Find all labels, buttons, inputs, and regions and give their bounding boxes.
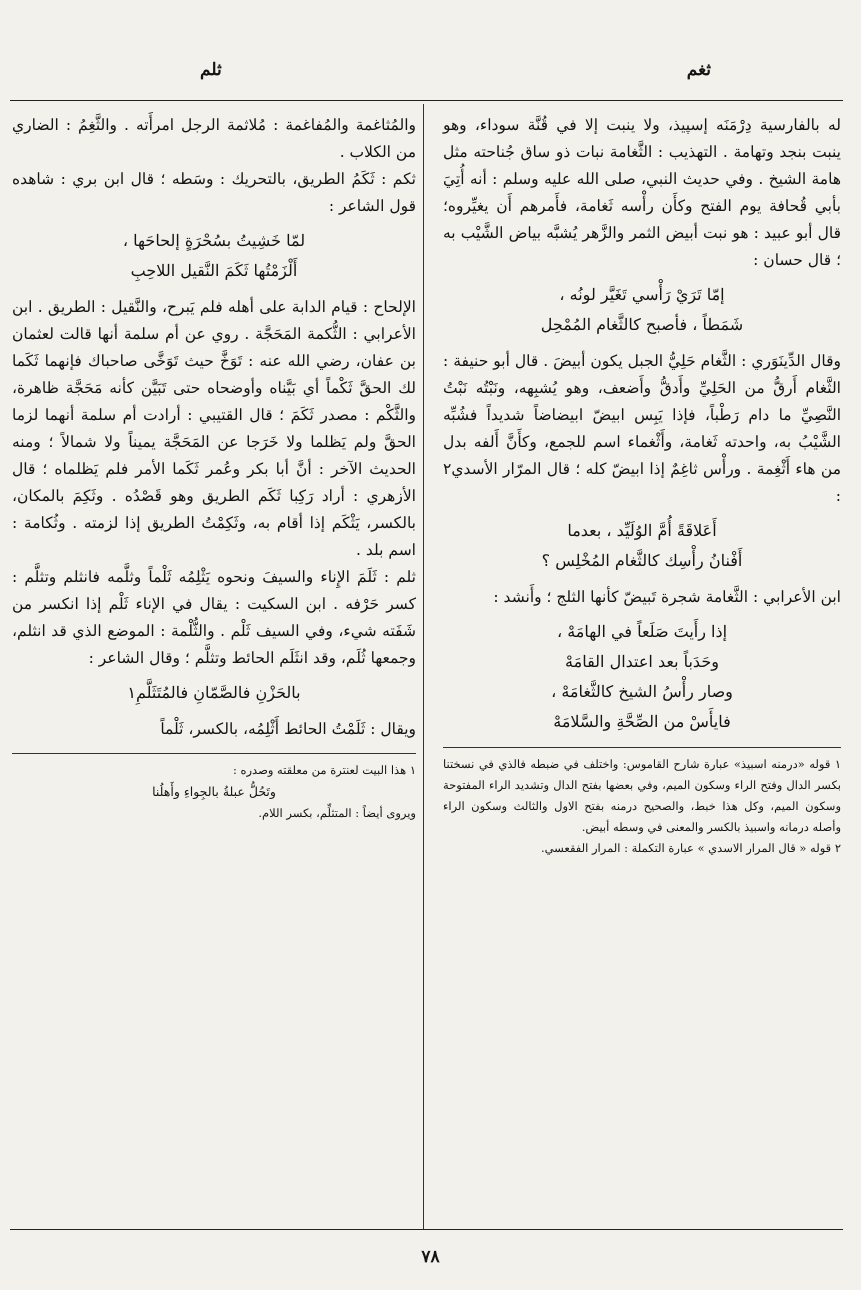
verse-line: إمّا تَرَيْ رَأْسي تَغَيَّر لونُه ، bbox=[559, 285, 725, 304]
verse-line: شَمَطاً ، فأصبح كالثَّغام المُمْحِل bbox=[540, 315, 744, 334]
verse-block bbox=[12, 226, 416, 286]
verse-line: أَلْزَمْتُها ثَكَمَ النَّقيل اللاحِبِ bbox=[130, 261, 298, 280]
left-column bbox=[12, 112, 416, 824]
footnote-rule bbox=[12, 753, 416, 754]
verse-line: وحَدَباً بعد اعتدال القامَهْ bbox=[565, 652, 719, 671]
footnote: ويروى أيضاً : المتثلِّم، بكسر اللام. bbox=[258, 806, 416, 820]
footnote-rule bbox=[443, 747, 841, 748]
entry-paragraph: ثلم : ثَلَمَ الإِناء والسيفَ ونحوه يَثْلِمُه ثَلْماً وثلَّمه فانثلم وتثلَّم : كسر حَرْفه . ابن السكيت : يقال في الإناء ثَلْم إذا انكسر من شَفَته شيء، وفي السيف ثَلْم . والثُّلْمة : الموضع الذي قد انثلم، وجمعها ثُلَم، وقد انثَلَم الحائط وتثلَّم ؛ وقال الشاعر : bbox=[12, 568, 416, 667]
entry-paragraph: له بالفارسية دِرْمَنَه إسپيذ، ولا ينبت إلا في قُنَّة سوداء، وهو ينبت بنجد وتهامة . التهذيب : الثَّغامة نبات ذو ساق جُناحته مثل هامة الشيخ . وفي حديث النبي، صلى الله عليه وسلم : أنه أُتِيَ بأبي قُحافة يوم الفتح وكأَن رأْسه ثَغامة، فأَمرهم أَن يغيِّروه؛ قال أبو عبيد : هو نبت أبيض الثمر والزَّهر يُشبَّه بياض الشَّيْب به ؛ قال حسان : bbox=[443, 116, 841, 269]
footnote: ١ هذا البيت لعنترة من معلقته وصدره : bbox=[232, 763, 416, 777]
right-column bbox=[443, 112, 841, 859]
verse-line: وصار رأْسُ الشيخ كالثَّغامَهْ ، bbox=[551, 682, 733, 701]
verse-line: لمّا خَشِيتُ بسُحْرَةٍ إلحاحَها ، bbox=[122, 231, 306, 250]
running-head-left: ثلم bbox=[200, 60, 222, 80]
verse-block bbox=[443, 516, 841, 576]
entry-paragraph: وقال الدِّينَوَري : الثَّغام حَلِيُّ الجبل يكون أبيضَ . قال أبو حنيفة : الثَّغام أَرقُّ من الحَلِيِّ وأَدقُّ وأَضعف، وهو يُشبِهه، ونَبْتُه نَبْتُ النَّصِيِّ ما دام رَطْباً، فإذا يَبِس ابيضّ ابيضاضاً شديداً فشُبِّه الشَّيْبُ به، واحدته ثَغامة، وأَثْغماء اسم للجمع، وكأَنَّ أَلفه بدل من هاء أَثْغِمة . ورأْس ثاغِمٌ إذا ابيضّ كله ؛ قال المرّار الأسدي٢ : bbox=[443, 352, 841, 505]
column-divider bbox=[423, 104, 424, 1229]
entry-paragraph: والمُثاغمة والمُفاغمة : مُلاثمة الرجل امرأَته . والثَّغِمُ : الضاري من الكلاب . bbox=[12, 116, 416, 161]
verse-line: فايأَسْ من الصِّحَّةِ والسَّلامَهْ bbox=[553, 712, 731, 731]
verse-block bbox=[12, 678, 416, 708]
running-head-right: ثغم bbox=[686, 60, 711, 80]
verse-line: أَفْنانُ رأْسِك كالثَّغام المُخْلِس ؟ bbox=[541, 551, 743, 570]
entry-paragraph: ابن الأعرابي : الثَّغامة شجرة تَبيضّ كأنها الثلج ؛ وأَنشد : bbox=[493, 588, 841, 606]
verse-line: أَعَلاقَةً أُمَّ الوُلَيِّد ، بعدما bbox=[567, 521, 717, 540]
verse-block bbox=[443, 280, 841, 340]
footnote: ٢ قوله « قال المرار الاسدي » عبارة التكملة : المرار الفقعسي. bbox=[540, 841, 841, 855]
verse-block bbox=[443, 617, 841, 737]
footnote-verse: وتَحُلُّ عبلةُ بالجِواءِ وأَهلُنا bbox=[152, 784, 276, 799]
bottom-rule bbox=[10, 1229, 843, 1230]
entry-paragraph: ثكم : ثَكَمُ الطريق، بالتحريك : وسَطه ؛ قال ابن بري : شاهده قول الشاعر : bbox=[12, 170, 416, 215]
page-number: ٧٨ bbox=[421, 1247, 440, 1267]
entry-paragraph: الإلحاح : قيام الدابة على أهله فلم يَبرح، والنَّقيل : الطريق . ابن الأعرابي : الثُّكمة المَحَجَّة . روي عن أم سلمة أنها قالت لعثمان بن عفان، رضي الله عنه : تَوَخَّ حيث تَوَخَّى صاحباك فإنهما ثَكَما لك الحقَّ ثَكْماً أي بَيَّناه وأوضحاه حتى تَبَيَّن كأنه مَحَجَّة ظاهرة، والثَّكْم : مصدر ثَكَمَ ؛ قال القتيبي : أرادت أم سلمة أنهما لزما الحقَّ ولم يَظلما ولا خَرَجا عن المَحَجَّة يميناً ولا شمالاً ؛ ومنه الحديث الآخر : أنَّ أبا بكر وعُمر ثَكَما الأمر فلم يَظلماه ؛ قال الأزهري : أراد رَكِبا ثَكَم الطريق وهو قَصْدُه . وثَكِمَ بالمكان، بالكسر، يَثْكَم إذا أقام به، وثَكِمْتُ الطريق إذا لزمته . وثُكامة : اسم بلد . bbox=[12, 298, 416, 559]
top-rule bbox=[10, 100, 843, 101]
footnote: ١ قوله «درمنه اسبيذ» عبارة شارح القاموس: واختلف في ضبطه فالذي في نسختنا بكسر الدال وفتح الراء وسكون الميم، وفي بعضها بفتح الدال وتشديد الراء المفتوحة وسكون الميم، وكل هذا خبط، والصحيح درمنه بفتح الاول والثالث وسكون الراء وأصله درمانه واسبيذ بالكسر والمعنى في وسطه أبيض. bbox=[443, 757, 841, 834]
verse-line: إذا رأَيتَ صَلَعاً في الهامَهْ ، bbox=[556, 622, 728, 641]
verse-line: بالحَزْنِ فالصَّمّانِ فالمُتَثَلَّمِ١ bbox=[127, 683, 301, 702]
entry-paragraph: ويقال : ثَلَمْتُ الحائط أَثْلِمُه، بالكسر، ثَلْماً bbox=[160, 720, 416, 738]
